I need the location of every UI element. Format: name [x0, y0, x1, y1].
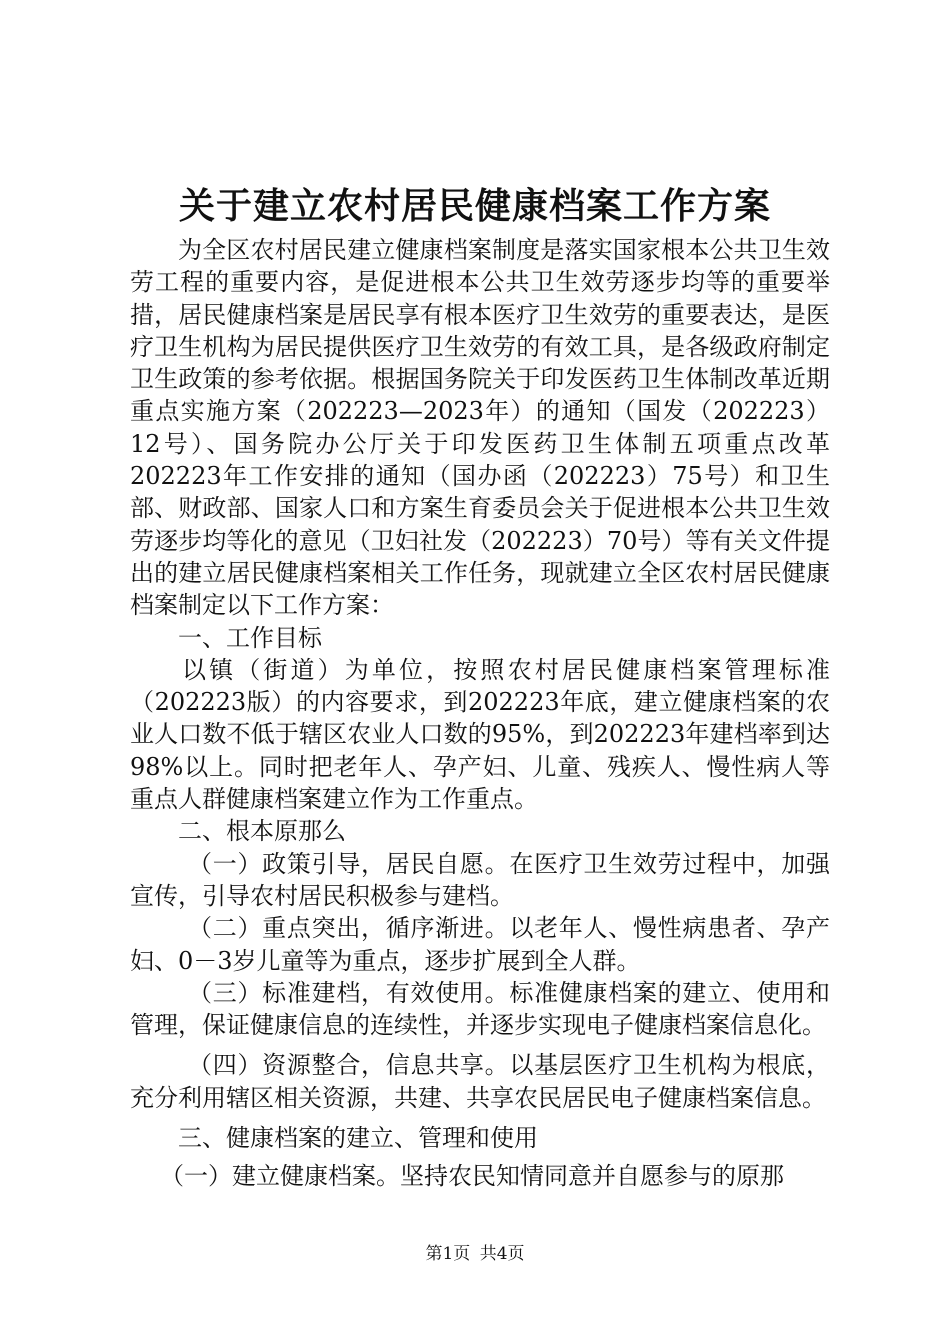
section-heading-goals: 一、工作目标: [178, 623, 322, 652]
section-heading-principles: 二、根本原那么: [178, 817, 346, 846]
intro-paragraph: 为全区农村居民建立健康档案制度是落实国家根本公共卫生效劳工程的重要内容，是促进根本公共卫生效劳逐步均等的重要举措，居民健康档案是居民享有根本医疗卫生效劳的重要表达，是医疗卫生机构为居民提供医疗卫生效劳的有效工具，是各级政府制定卫生政策的参考依据。根据国务院关于印发医药卫生体制改革近期重点实施方案（202223—2023年）的通知（国发（202223）12号）、国务院办公厅关于印发医药卫生体制五项重点改革202223年工作安排的通知（国办函（202223）75号）和卫生部、财政部、国家人口和方案生育委员会关于促进根本公共卫生效劳逐步均等化的意见（卫妇社发（202223）70号）等有关文件提出的建立居民健康档案相关工作任务，现就建立全区农村居民健康档案制定以下工作方案：: [130, 236, 830, 620]
principle-item-1: （一）政策引导，居民自愿。在医疗卫生效劳过程中，加强宣传，引导农村居民积极参与建档。: [130, 849, 830, 910]
principle-item-4: （四）资源整合，信息共享。以基层医疗卫生机构为根底，充分利用辖区相关资源，共建、共享农民居民电子健康档案信息。: [130, 1051, 830, 1112]
document-body: [130, 234, 830, 1193]
page-number-footer: 第1页 共4页: [425, 1244, 525, 1264]
archives-item-1: （一）建立健康档案。坚持农民知情同意并自愿参与的原那: [160, 1162, 784, 1191]
principle-item-3: （三）标准建档，有效使用。标准健康档案的建立、使用和管理，保证健康信息的连续性，并逐步实现电子健康档案信息化。: [130, 978, 830, 1040]
goals-paragraph: 以镇（街道）为单位，按照农村居民健康档案管理标准（202223版）的内容要求，到202223年底，建立健康档案的农业人口数不低于辖区农业人口数的95%，到202223年建档率到达98%以上。同时把老年人、孕产妇、儿童、残疾人、慢性病人等重点人群健康档案建立作为工作重点。: [130, 655, 830, 814]
section-heading-archives: 三、健康档案的建立、管理和使用: [178, 1124, 538, 1153]
document-title: 关于建立农村居民健康档案工作方案: [178, 186, 771, 227]
principle-item-2: （二）重点突出，循序渐进。以老年人、慢性病患者、孕产妇、0－3岁儿童等为重点，逐步扩展到全人群。: [130, 914, 830, 975]
